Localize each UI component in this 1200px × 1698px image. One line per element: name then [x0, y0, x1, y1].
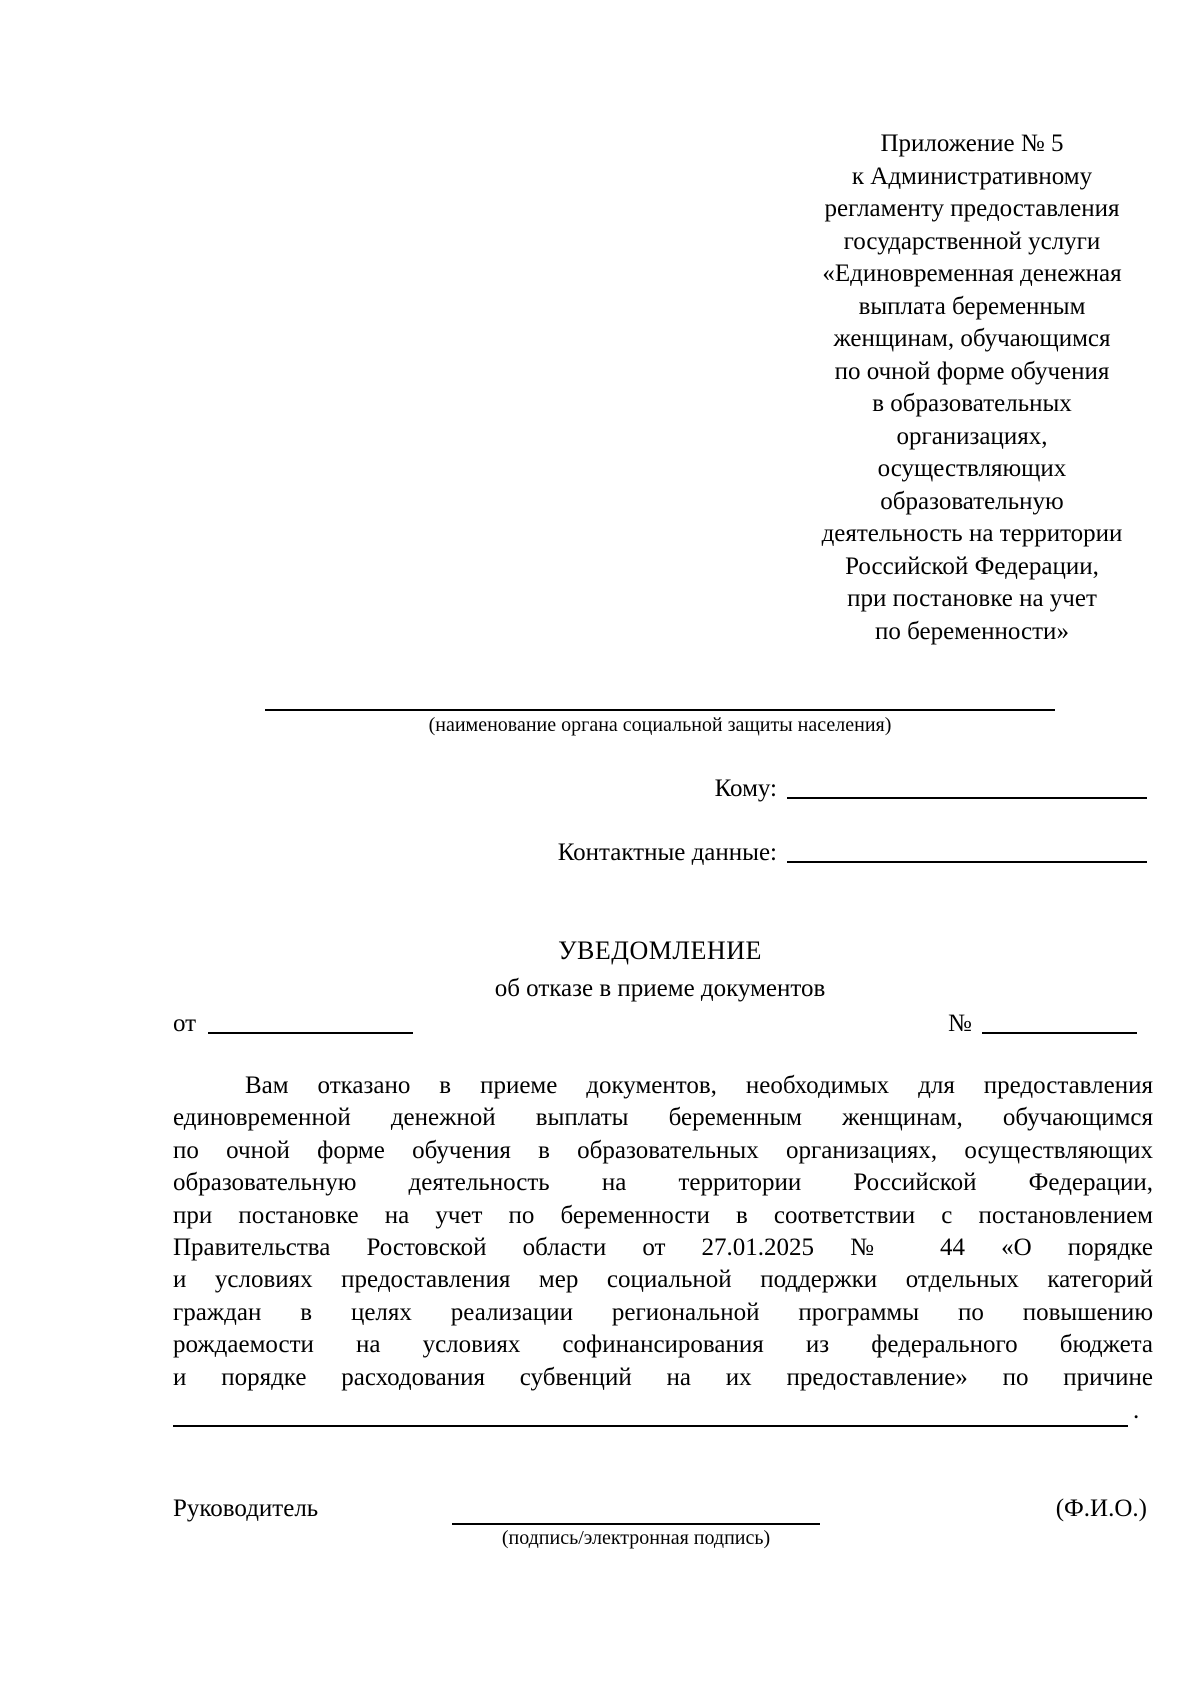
refusal-reason-end-punct: . [1133, 1397, 1140, 1424]
body-line: рождаемости на условиях софинансирования из федерального бюджета [173, 1331, 1153, 1359]
notice-date-label: от [173, 1010, 197, 1037]
signature-head-label: Руководитель [173, 1495, 319, 1522]
body-line: единовременной денежной выплаты беременным женщинам, обучающимся [173, 1104, 1153, 1132]
annex-line: по беременности» [875, 617, 1069, 645]
refusal-reason-blank-line[interactable] [173, 1425, 1128, 1427]
annex-line: «Единовременная денежная [822, 260, 1122, 287]
annex-line: женщинам, обучающимся [833, 325, 1111, 352]
annex-line: организациях, [896, 422, 1048, 450]
body-line: и порядке расходования субвенций на их предоставление» по причине [173, 1363, 1153, 1391]
notice-number-blank-line[interactable] [982, 1032, 1137, 1034]
signature-fio-label: (Ф.И.О.) [1055, 1495, 1147, 1522]
notice-number-label: № [948, 1010, 972, 1037]
recipient-to-label: Кому: [714, 775, 777, 802]
annex-line: при постановке на учет [847, 585, 1097, 612]
annex-line: осуществляющих [877, 455, 1067, 482]
notice-number-row [948, 1010, 1137, 1038]
body-line: Вам отказано в приеме документов, необходимых для предоставления [245, 1072, 1153, 1099]
recipient-contacts-blank-line[interactable] [787, 861, 1147, 863]
annex-line: образовательную [880, 487, 1064, 515]
recipient-contacts-label: Контактные данные: [557, 839, 777, 866]
body-line: образовательную деятельность на территории Российской Федерации, [173, 1169, 1153, 1197]
body-line: Правительства Ростовской области от 27.01.2025 № 44 «О порядке [173, 1234, 1153, 1262]
annex-line: выплата беременным [858, 292, 1086, 320]
annex-line: деятельность на территории [821, 520, 1123, 547]
signature-blank-line[interactable] [452, 1523, 820, 1525]
notice-date-blank-line[interactable] [208, 1032, 413, 1034]
notice-date-row [173, 1010, 413, 1038]
body-line: и условиях предоставления мер социальной поддержки отдельных категорий [173, 1266, 1153, 1294]
recipient-to-blank-line[interactable] [787, 797, 1147, 799]
annex-line: в образовательных [872, 390, 1072, 417]
body-line: по очной форме обучения в образовательных организациях, осуществляющих [173, 1136, 1153, 1164]
annex-line: Приложение № 5 [880, 130, 1064, 157]
notice-body-paragraph [173, 1070, 1153, 1394]
organ-name-blank-line[interactable] [265, 709, 1055, 711]
annex-line: регламенту предоставления [824, 195, 1120, 222]
annex-header [795, 128, 1149, 648]
body-line: при постановке на учет по беременности в соответствии с постановлением [173, 1201, 1153, 1229]
recipient-contacts-row [558, 839, 1147, 867]
annex-line: к Административному [851, 162, 1093, 190]
notice-subtitle: об отказе в приеме документов [494, 975, 826, 1002]
annex-line: по очной форме обучения [834, 357, 1110, 385]
body-line: граждан в целях реализации региональной программы по повышению [173, 1298, 1153, 1326]
notice-title: УВЕДОМЛЕНИЕ [558, 936, 762, 965]
annex-line: государственной услуги [843, 227, 1101, 255]
signature-caption: (подпись/электронная подпись) [501, 1527, 771, 1549]
organ-name-caption: (наименование органа социальной защиты населения) [428, 714, 892, 736]
recipient-to-row [715, 775, 1147, 803]
annex-line: Российской Федерации, [845, 552, 1099, 580]
